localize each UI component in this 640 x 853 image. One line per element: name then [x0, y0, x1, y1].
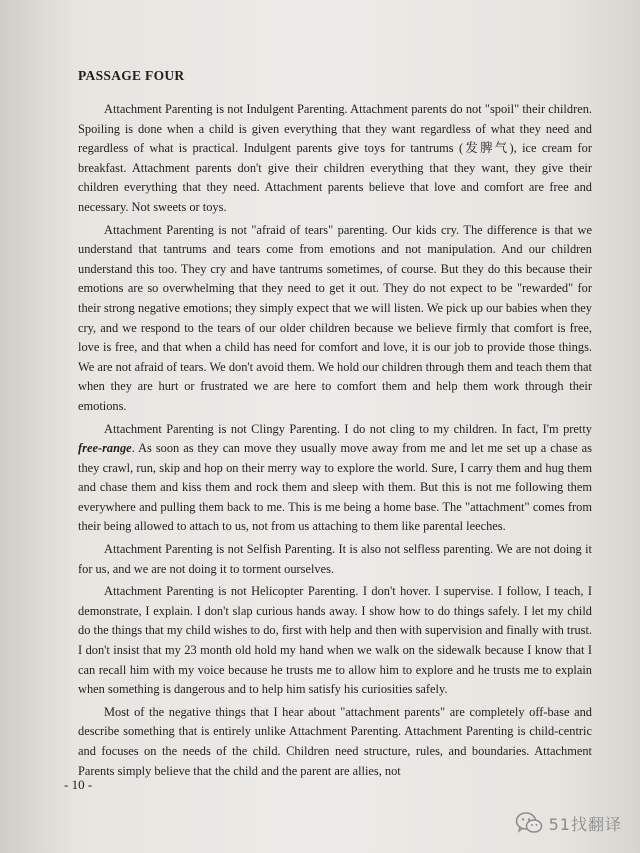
- paragraph-tears: Attachment Parenting is not "afraid of tears" parenting. Our kids cry. The difference is that we understand that tantrums and tears come from emotions and not manipulation. And our children understand this too. They cry and have tantrums sometimes, of course. But they do this because their emotions are so overwhelming that they need to get it out. They do not expect to be "rewarded" for their strong negative emotions; they simply expect that we will listen. We pick up our babies when they cry, and we respond to the tears of our older children because we believe firmly that comfort is free, love is free, and that when a child has need for comfort and love, it is our job to provide those things. We are not afraid of tears. We don't avoid them. We hold our children through them and teach them that when they are hurt or frustrated we are here to comfort them and help them work through their emotions.: [78, 222, 592, 413]
- paragraph-clingy-start: Attachment Parenting is not Clingy Parenting. I do not cling to my children. In fact, I'm pretty: [104, 421, 592, 436]
- watermark-text: 51找翻译: [548, 814, 622, 834]
- free-range-emphasis: free-range: [78, 441, 132, 456]
- paragraph-clingy-end: . As soon as they can move they usually move away from me and let me set up a chase as they crawl, run, skip and hop on their merry way to explore the world. Sure, I carry them and hug them and chase them and kiss them and rock them and sleep with them. But this is not me following them everywhere and pulling them back to me. This is me being a home base. The "attachment" comes from their being allowed to attach to us, not from us attaching to them like parental leeches.: [78, 441, 592, 534]
- passage-heading: PASSAGE FOUR: [78, 68, 185, 83]
- watermark: [515, 811, 622, 835]
- paragraph-selfish: Attachment Parenting is not Selfish Parenting. It is also not selfless parenting. We are not doing it for us, and we are not doing it to torment ourselves.: [78, 542, 592, 576]
- wechat-logo-icon: [515, 811, 543, 835]
- paragraph-negative: Most of the negative things that I hear about "attachment parents" are completely off-base and describe something that is entirely unlike Attachment Parenting. Attachment Parenting is child-centric and focuses on the needs of the child. Children need structure, rules, and boundaries. Attachment Parents simply believe that the child and the parent are allies, not: [78, 704, 592, 778]
- paragraph-indulgent: Attachment Parenting is not Indulgent Parenting. Attachment parents do not "spoil" their children. Spoiling is done when a child is given everything that they want regardless of what they need and regardless of what is practical. Indulgent parents give toys for tantrums (发脾气), ice cream for breakfast. Attachment parents don't give their children everything that they want, they give their children everything that they need. Attachment parents believe that love and comfort are free and necessary. Not sweets or toys.: [78, 102, 592, 214]
- paragraph-helicopter: Attachment Parenting is not Helicopter Parenting. I don't hover. I supervise. I follow, I teach, I demonstrate, I explain. I don't slap curious hands away. I show how to do things safely. I let my child do the things that my child wishes to do, first with help and then with supervision and finally with trust. I don't insist that my 23 month old hold my hand when we walk on the sidewalk because I know that I can recall him with my voice because he trusts me to allow him to explore and he trusts me to explain when something is dangerous and to help him satisfy his curiosities safely.: [78, 584, 592, 697]
- page-number: - 10 -: [64, 777, 93, 792]
- paragraph-clingy: [78, 420, 592, 538]
